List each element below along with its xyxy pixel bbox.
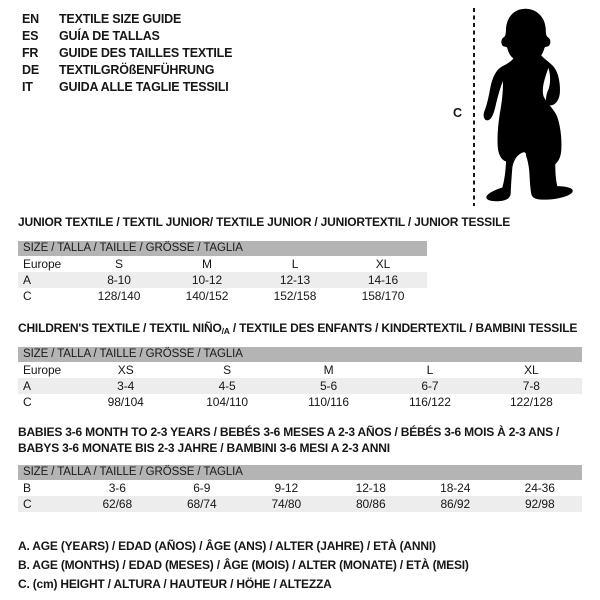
babies-size-table (18, 465, 582, 512)
size-cell: XL (375, 257, 391, 271)
table-row-europe (18, 362, 582, 378)
legend-line-b: B. AGE (MONTHS) / EDAD (MESES) / ÂGE (MOIS) / ALTER (MONATE) / ETÀ (MESI) (18, 558, 469, 572)
language-label: TEXTILGRÖßENFÜHRUNG (59, 63, 215, 77)
age-cell: 7-8 (522, 379, 540, 393)
table-row-c (18, 288, 427, 304)
height-measure-dashed-line (473, 8, 475, 206)
language-row-es (22, 28, 232, 45)
children-size-table (18, 347, 582, 410)
language-code: ES (22, 29, 39, 43)
junior-section-title: JUNIOR TEXTILE / TEXTIL JUNIOR/ TEXTILE JUNIOR / JUNIORTEXTIL / JUNIOR TESSILE (18, 215, 511, 229)
row-label: C (23, 395, 32, 409)
age-cell: 14-16 (367, 273, 399, 287)
height-cell: 92/98 (524, 497, 555, 511)
height-cell: 68/74 (186, 497, 217, 511)
height-cell: 152/158 (273, 289, 317, 303)
height-cell: 62/68 (102, 497, 133, 511)
size-header-bar: SIZE / TALLA / TAILLE / GRÖSSE / TAGLIA (18, 241, 427, 256)
size-header-bar: SIZE / TALLA / TAILLE / GRÖSSE / TAGLIA (18, 347, 582, 362)
age-cell: 10-12 (191, 273, 223, 287)
language-code: EN (22, 12, 39, 26)
language-row-en (22, 11, 232, 28)
height-cell: 158/170 (361, 289, 405, 303)
language-code: DE (22, 63, 39, 77)
children-title-subscript: /A (221, 326, 230, 336)
table-row-a (18, 378, 582, 394)
height-cell: 80/86 (355, 497, 386, 511)
age-cell: 9-12 (274, 481, 299, 495)
row-label: A (23, 273, 31, 287)
height-cell: 98/104 (107, 395, 144, 409)
junior-size-table (18, 241, 427, 304)
children-section-title (18, 321, 577, 338)
babies-title-line2: BABYS 3-6 MONATE BIS 2-3 JAHRE / BAMBINI 3-6 MESI A 2-3 ANNI (18, 441, 390, 455)
size-cell: XS (117, 363, 134, 377)
age-cell: 12-13 (279, 273, 311, 287)
height-cell: 86/92 (440, 497, 471, 511)
language-code: IT (22, 80, 33, 94)
age-cell: 3-6 (108, 481, 126, 495)
size-header-bar: SIZE / TALLA / TAILLE / GRÖSSE / TAGLIA (18, 465, 582, 480)
age-cell: 6-7 (421, 379, 439, 393)
height-cell: 128/140 (97, 289, 141, 303)
table-row-c (18, 394, 582, 410)
row-label: Europe (23, 363, 62, 377)
language-row-it (22, 79, 232, 96)
baby-silhouette-icon (478, 1, 594, 208)
size-cell: S (115, 257, 123, 271)
row-label: A (23, 379, 31, 393)
age-cell: 18-24 (440, 481, 471, 495)
age-cell: 4-5 (218, 379, 236, 393)
legend-line-a: A. AGE (YEARS) / EDAD (AÑOS) / ÂGE (ANS) / ALTER (JAHRE) / ETÀ (ANNI) (18, 539, 436, 553)
age-cell: 3-4 (117, 379, 135, 393)
measure-legend (18, 537, 469, 594)
size-cell: S (223, 363, 232, 377)
babies-section-title (18, 424, 559, 456)
language-label: TEXTILE SIZE GUIDE (59, 12, 182, 26)
age-cell: 24-36 (524, 481, 555, 495)
height-cell: 122/128 (509, 395, 553, 409)
size-cell: L (291, 257, 299, 271)
age-cell: 5-6 (319, 379, 338, 393)
children-title-suffix: / TEXTILE DES ENFANTS / KINDERTEXTIL / BAMBINI TESSILE (229, 321, 578, 335)
legend-line-c: C. (cm) HEIGHT / ALTURA / HAUTEUR / HÖHE / ALTEZZA (18, 577, 332, 591)
table-row-a (18, 272, 427, 288)
age-cell: 12-18 (355, 481, 386, 495)
babies-title-line1: BABIES 3-6 MONTH TO 2-3 YEARS / BEBÉS 3-6 MESES A 2-3 AÑOS / BÉBÉS 3-6 MOIS À 2-3 ANS / (18, 425, 560, 439)
size-cell: XL (524, 363, 539, 377)
size-cell: M (323, 363, 334, 377)
height-cell: 104/110 (206, 395, 248, 409)
row-label: C (23, 497, 32, 511)
height-cell: 140/152 (185, 289, 229, 303)
row-label: C (23, 289, 32, 303)
row-label: B (23, 481, 31, 495)
age-cell: 8-10 (107, 273, 131, 287)
table-row-c (18, 496, 582, 512)
table-row-europe (18, 256, 427, 272)
language-code: FR (22, 46, 39, 60)
language-label: GUIDA ALLE TAGLIE TESSILI (59, 80, 229, 94)
language-row-fr (22, 45, 232, 62)
language-list (22, 11, 232, 96)
size-cell: L (426, 363, 434, 377)
height-measure-label: C (453, 106, 463, 120)
table-row-b (18, 480, 582, 496)
row-label: Europe (23, 257, 62, 271)
height-cell: 116/122 (409, 395, 451, 409)
children-title-prefix: CHILDREN'S TEXTILE / TEXTIL NIÑO (18, 321, 222, 335)
size-cell: M (202, 257, 212, 271)
height-cell: 110/116 (308, 395, 349, 409)
language-label: GUIDE DES TAILLES TEXTILE (59, 46, 233, 60)
language-label: GUÍA DE TALLAS (59, 29, 160, 43)
language-row-de (22, 62, 232, 79)
age-cell: 6-9 (193, 481, 211, 495)
height-cell: 74/80 (271, 497, 302, 511)
